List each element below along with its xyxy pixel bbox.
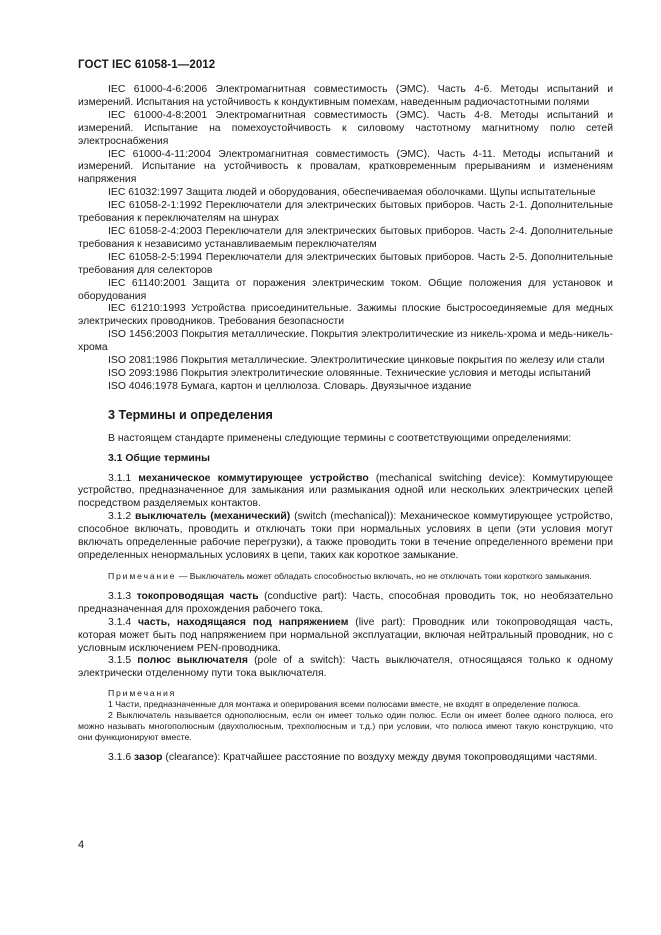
- term-definition: (conductive part): Часть, способная проводить ток, но необязательно предназначенная для прохождения рабочего тока.: [78, 590, 613, 615]
- term-definition: (clearance): Кратчайшее расстояние по воздуху между двумя токопроводящими частями.: [162, 752, 598, 764]
- term-number: 3.1.5: [108, 655, 138, 667]
- term-name: часть, находящаяся под напряжением: [138, 616, 349, 628]
- notes-heading: Примечания: [108, 688, 177, 699]
- document-body: [78, 84, 613, 765]
- reference-item: ISO 1456:2003 Покрытия металлические. Покрытия электролитические из никель-хрома и медь-никель-хрома: [78, 329, 613, 354]
- reference-item: IEC 61000-4-11:2004 Электромагнитная совместимость (ЭМС). Часть 4-11. Методы испытаний и измерений. Испытание на устойчивость к провалам, кратковременным прерываниям и изменениям напряжения: [78, 148, 613, 186]
- notes-label: [78, 688, 613, 699]
- term-3-1-1: [78, 473, 613, 512]
- page-header: ГОСТ IEC 61058-1—2012: [78, 59, 216, 71]
- term-name: механическое коммутирующее устройство: [138, 472, 369, 484]
- reference-item: IEC 61058-2-4:2003 Переключатели для электрических бытовых приборов. Часть 2-4. Дополнительные требования к независимо устанавливаемым переключателям: [78, 225, 613, 250]
- reference-item: IEC 61210:1993 Устройства присоединительные. Зажимы плоские быстросоединяемые для медных электрических проводников. Требования безопасности: [78, 303, 613, 328]
- reference-item: IEC 61000-4-6:2006 Электромагнитная совместимость (ЭМС). Часть 4-6. Методы испытаний и измерений. Испытания на устойчивость к кондуктивным помехам, наведенным радиочастотными полями: [78, 84, 613, 108]
- term-3-1-6: [78, 752, 613, 765]
- reference-item: IEC 61032:1997 Защита людей и оборудования, обеспечиваемая оболочками. Щупы испытательные: [108, 187, 596, 199]
- note-item: 2 Выключатель называется однополюсным, если он имеет только один полюс. Если он имеет более одного полюса, его можно называть многополюсным (двухполюсным, трехполюсным и т.д.) при условии, что полюса имеют такую конструкцию, что они функционируют вместе.: [78, 710, 613, 743]
- term-number: 3.1.3: [108, 590, 137, 602]
- reference-item: ISO 2093:1986 Покрытия электролитические оловянные. Технические условия и методы испытаний: [108, 367, 591, 379]
- note-label: Примечание: [108, 570, 177, 581]
- term-name: выключатель (механический): [135, 511, 291, 523]
- note-text: — Выключатель может обладать способностью включать, но не отключать токи короткого замыкания.: [176, 570, 592, 581]
- term-definition: (pole of a switch): Часть выключателя, относящаяся только к одному электрически отделенному пути тока выключателя.: [78, 655, 613, 680]
- term-3-1-2: [78, 511, 613, 563]
- term-name: полюс выключателя: [137, 655, 248, 667]
- term-definition: (mechanical switching device): Коммутирующее устройство, предназначенное для замыкания или размыкания одной или нескольких электрических цепей посредством разделяемых контактов.: [78, 472, 613, 510]
- note: [78, 571, 613, 582]
- term-number: 3.1.6: [108, 752, 134, 764]
- section-title: 3 Термины и определения: [108, 407, 273, 422]
- reference-item: IEC 61000-4-8:2001 Электромагнитная совместимость (ЭМС). Часть 4-8. Методы испытаний и измерений. Испытание на помехоустойчивость к силовому частотному магнитному полю сетей электроснабжения: [78, 109, 613, 147]
- term-3-1-3: [78, 591, 613, 617]
- term-3-1-5: [78, 655, 613, 681]
- term-definition: (switch (mechanical)): Механическое коммутирующее устройство, способное включать, проводить и отключать токи при нормальных условиях в цепи (эти условия могут включать определенные рабочие перегрузки), а также проводить токи в течение определенного времени при определенных ненормальных условиях в цепи, таких как короткое замыкание.: [78, 511, 613, 561]
- term-name: зазор: [134, 752, 163, 764]
- subsection-title: 3.1 Общие термины: [108, 452, 210, 464]
- term-3-1-4: [78, 617, 613, 656]
- term-number: 3.1.2: [108, 511, 136, 523]
- reference-item: IEC 61140:2001 Защита от поражения электрическим током. Общие положения для установок и оборудования: [78, 277, 613, 302]
- term-number: 3.1.1: [108, 472, 139, 484]
- reference-item: IEC 61058-2-1:1992 Переключатели для электрических бытовых приборов. Часть 2-1. Дополнительные требования к переключателям на шнурах: [78, 200, 613, 225]
- term-definition: (live part): Проводник или токопроводящая часть, которая может быть под напряжением при нормальной эксплуатации, включая нейтральный проводник, но с условным исключением PEN-проводника.: [78, 616, 613, 654]
- section-intro: В настоящем стандарте применены следующие термины с соответствующими определениями:: [108, 432, 572, 444]
- term-number: 3.1.4: [108, 616, 139, 628]
- term-name: токопроводящая часть: [136, 590, 259, 602]
- note-item: 1 Части, предназначенные для монтажа и оперирования всеми полюсами вместе, не входят в определение полюса.: [108, 699, 581, 710]
- reference-item: ISO 2081:1986 Покрытия металлические. Электролитические цинковые покрытия по железу или стали: [108, 355, 605, 367]
- page-number: 4: [78, 839, 85, 851]
- reference-item: ISO 4046:1978 Бумага, картон и целлюлоза. Словарь. Двуязычное издание: [108, 380, 472, 392]
- reference-item: IEC 61058-2-5:1994 Переключатели для электрических бытовых приборов. Часть 2-5. Дополнительные требования для селекторов: [78, 251, 613, 276]
